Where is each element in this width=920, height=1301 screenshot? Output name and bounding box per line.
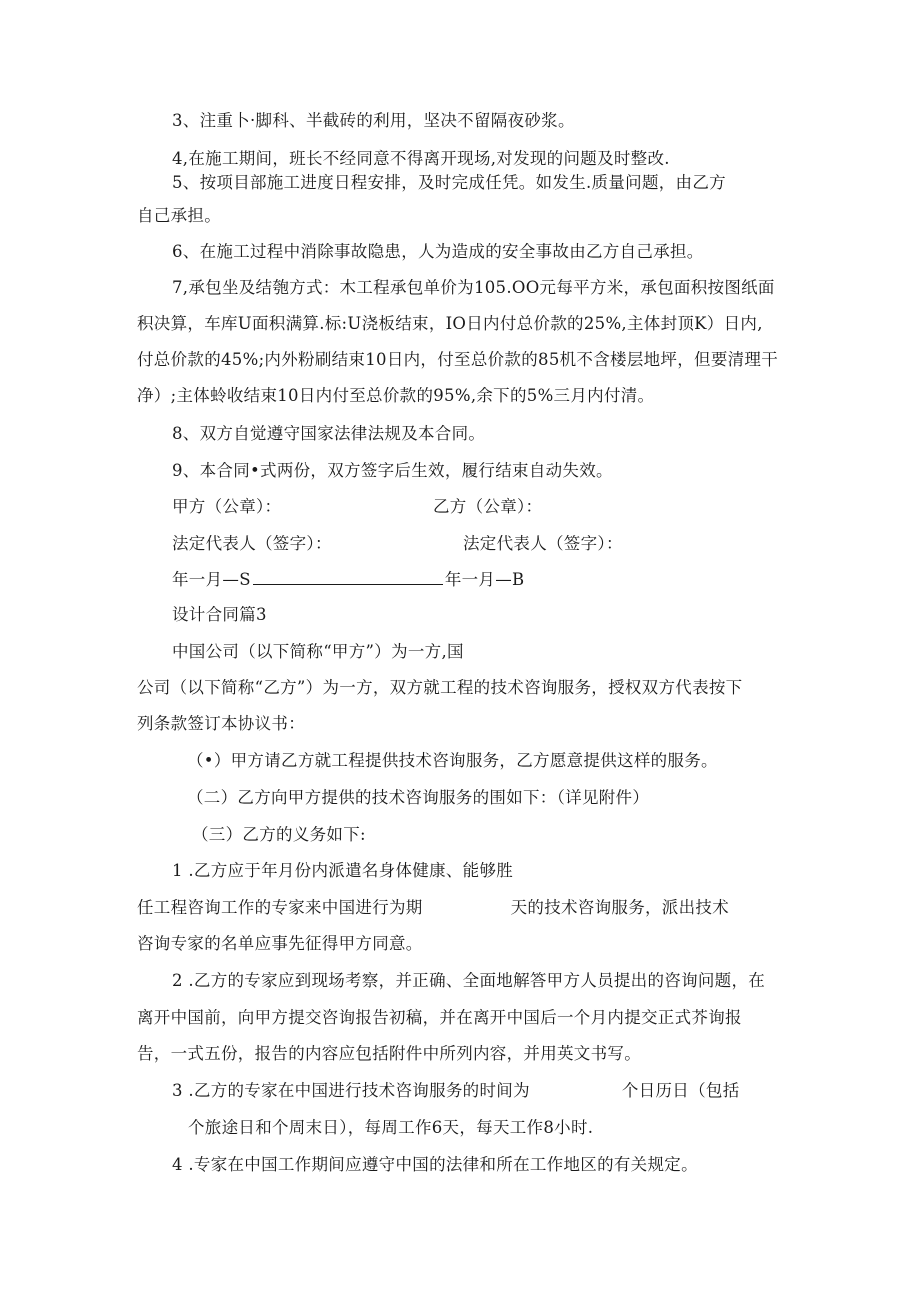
intro-line-3: 列条款签订本协议书： [137,714,305,733]
article-2-text: （二）乙方向甲方提供的技术咨询服务的围如下：（详见附件） [187,788,650,807]
duty-3-line-1b: 个日历日（包括 [621,1081,740,1100]
date-a-text: 年一月—S [172,570,251,589]
clause-8-text: 8、双方自觉遵守国家法律法规及本合同。 [172,424,486,443]
intro-line-1: 中国公司（以下简称“甲方”）为一方,国 [172,642,464,661]
party-b-rep-label: 法定代表人（签字）： [463,534,623,553]
date-b-text: 年一月—B [444,570,525,589]
intro-line-2: 公司（以下简称“乙方”）为一方，双方就工程的技术咨询服务，授权双方代表按下 [137,678,743,697]
duty-1-line-2a: 任工程咨询工作的专家来中国进行为期 [137,898,423,917]
duty-1-line-2 [137,897,729,919]
duty-3-line-2: 个旅途日和个周末日），每周工作6天，每天工作8小时. [188,1118,594,1137]
article-3-text: （三）乙方的义务如下: [192,825,366,844]
duty-1-line-2b: 天的技术咨询服务，派出技术 [510,898,730,917]
clause-7-line-1: 7,承包坐及结匏方式：木工程承包单价为105.OO元每平方米，承包面积按图纸面 [172,278,775,297]
clause-3-text: 3、注重卜·脚科、半截砖的利用，坚决不留隔夜砂浆。 [172,111,575,130]
duty-2-line-1: 2 .乙方的专家应到现场考察，并正确、全面地解答甲方人员提出的咨询问题，在 [172,971,766,990]
party-a-rep-label: 法定代表人（签字）： [172,534,332,553]
duty-3-line-1 [172,1080,740,1102]
clause-6-text: 6、在施工过程中消除事故隐患，人为造成的安全事故由乙方自己承担。 [172,242,704,261]
clause-7-line-4: 净）;主体蛉收结束10日内付至总价款的95%,余下的5%三月内付清。 [137,386,655,405]
date-underline [253,570,443,585]
clause-7-line-2: 积决算，车库U面积满算.标:U浇板结束，IO日内付总价款的25%,主体封顶K）日内, [137,314,763,333]
duty-1-line-3: 咨询专家的名单应事先征得甲方同意。 [137,934,423,953]
duty-3-line-1a: 3 .乙方的专家在中国进行技术咨询服务的时间为 [172,1081,530,1100]
party-b-seal-label: 乙方（公章）： [433,497,543,516]
duty-4-text: 4 .专家在中国工作期间应遵守中国的法律和所在工作地区的有关规定。 [172,1155,698,1174]
section-heading: 设计合同篇3 [172,605,267,624]
clause-5-line-2: 自己承担。 [137,206,221,225]
duty-2-line-3: 告，一式五份，报告的内容应包括附件中所列内容，并用英文书写。 [137,1044,641,1063]
clause-9-text: 9、本合同•式两份，双方签字后生效，履行结束自动失效。 [172,461,613,480]
clause-7-line-3: 付总价款的45%;内外粉刷结束10日内，付至总价款的85机不含楼层地坪，但要清理干 [137,350,779,369]
date-line [172,569,524,591]
duty-1-line-1: 1 .乙方应于年月份内派遣名身体健康、能够胜 [172,861,514,880]
article-1-text: （•）甲方请乙方就工程提供技术咨询服务，乙方愿意提供这样的服务。 [187,751,718,770]
duty-2-line-2: 离开中国前，向甲方提交咨询报告初稿，并在离开中国后一个月内提交正式芥询报 [137,1008,742,1027]
party-a-seal-label: 甲方（公章）： [172,497,282,516]
clause-4-text: 4,在施工期间，班长不经同意不得离开现场,对发现的问题及时整改. [172,149,670,168]
clause-5-line-1: 5、按项目部施工进度日程安排，及时完成任凭。如发生.质量问题，由乙方 [172,173,726,192]
